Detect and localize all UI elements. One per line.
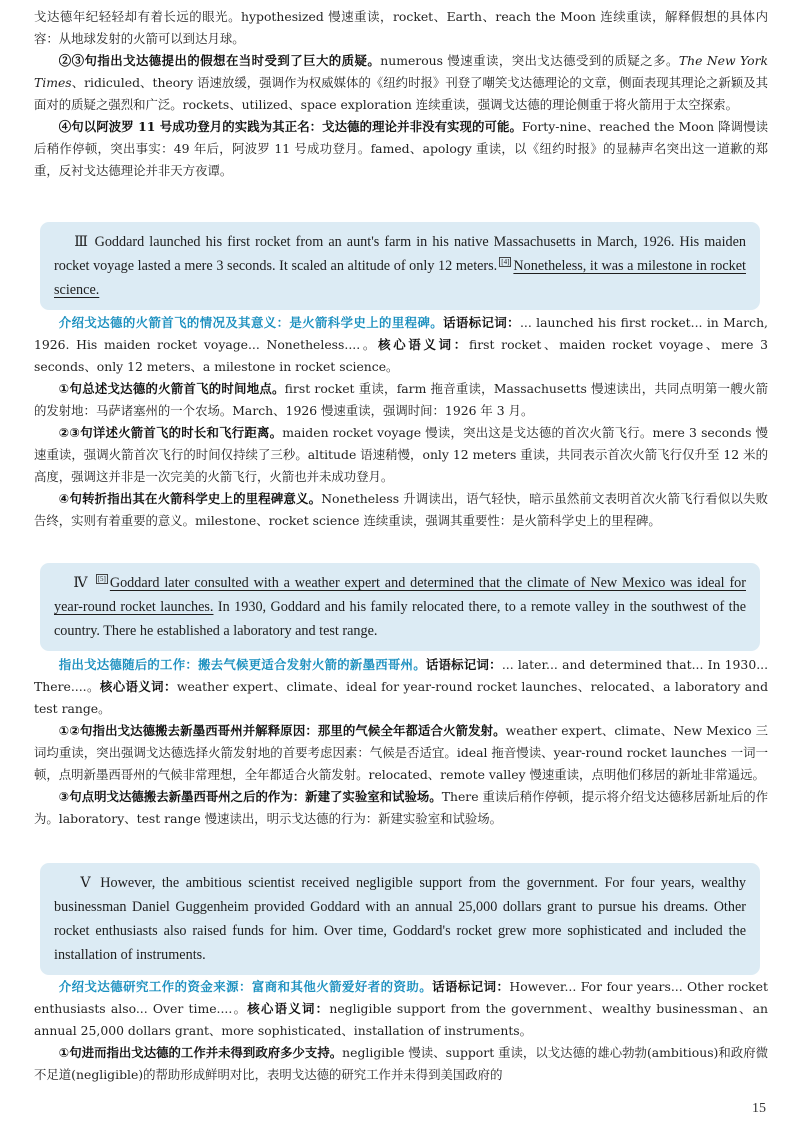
annotation-paragraph: ①②句指出戈达德搬去新墨西哥州并解释原因：那里的气候全年都适合火箭发射。weather expert、climate、New Mexico 三词均重读，突出强调戈达德选择火箭发射地的首要考虑因素：气候是否适宜。ideal 拖音慢读、year-round rocket launches 一词一顿，点明新墨西哥州的气候非常理想，全年都适合火箭发射。relocated、remote valley 慢速重读，点明他们移居的新址非常遥远。	[34, 723, 768, 782]
sentence-reference-marker: [5]	[97, 575, 106, 584]
section-summary: 指出戈达德随后的工作：搬去气候更适合发射火箭的新墨西哥州。	[58, 657, 426, 672]
sentence-reference-marker: [4]	[501, 258, 510, 267]
passage-text: Ⅲ Goddard launched his first rocket from an aunt's farm in his native Massachusetts in March, 1926. His maiden rocket voyage lasted a mere 3 seconds. It scaled an altitude of only 12 meters. [4] Nonetheless, it was a milestone in rocket science.	[54, 234, 747, 298]
paragraph-numeral: Ⅴ	[80, 875, 94, 891]
annotation-block-top	[34, 6, 768, 182]
annotation-block-5	[34, 976, 768, 1086]
passage-box-4	[40, 563, 760, 651]
annotation-paragraph: ①句进而指出戈达德的工作并未得到政府多少支持。negligible 慢读、support 重读，以戈达德的雄心勃勃(ambitious)和政府微不足道(negligible)的帮助形成鲜明对比，表明戈达德的研究工作并未得到美国政府的	[34, 1045, 768, 1082]
annotation-paragraph: ①句总述戈达德的火箭首飞的时间地点。first rocket 重读，farm 拖音重读，Massachusetts 慢速读出，共同点明第一艘火箭的发射地：马萨诸塞州的一个农场。March、1926 慢速重读，强调时间：1926 年 3 月。	[34, 381, 768, 418]
passage-text: Ⅳ [5] Goddard later consulted with a weather expert and determined that the climate of New Mexico was ideal for year-round rocket launches. In 1930, Goddard and his family relocated there, to a remote valley in the southwest of the country. There he established a laboratory and test range.	[54, 575, 747, 639]
annotation-paragraph: ②③句详述火箭首飞的时长和飞行距离。maiden rocket voyage 慢读，突出这是戈达德的首次火箭飞行。mere 3 seconds 慢速重读，强调火箭首次飞行的时间仅持续了三秒。altitude 语速稍慢，only 12 meters 重读，共同表示首次火箭飞行仅升至 12 米的高度，强调这并非是一次完美的火箭飞行，火箭也并未成功登月。	[34, 425, 768, 484]
annotation-paragraph: ③句点明戈达德搬去新墨西哥州之后的作为：新建了实验室和试验场。There 重读后稍作停顿，提示将介绍戈达德移居新址后的作为。laboratory、test range 慢速读出，明示戈达德的行为：新建实验室和试验场。	[34, 789, 768, 826]
annotation-paragraph: 戈达德年纪轻轻却有着长远的眼光。hypothesized 慢速重读，rocket、Earth、reach the Moon 连续重读，解释假想的具体内容：从地球发射的火箭可以到达月球。	[34, 9, 768, 46]
passage-box-3	[40, 222, 760, 310]
passage-text: Ⅴ However, the ambitious scientist received negligible support from the government. For four years, wealthy businessman Daniel Guggenheim provided Goddard with an annual 25,000 dollars grant to pursue his dreams. Other rocket enthusiasts also raised funds for him. Over time, Goddard's rocket grew more sophisticated and included the installation of instruments.	[54, 875, 747, 963]
section-summary: 介绍戈达德的火箭首飞的情况及其意义：是火箭科学史上的里程碑。	[58, 315, 444, 330]
section-summary: 介绍戈达德研究工作的资金来源：富商和其他火箭爱好者的资助。	[58, 979, 433, 994]
passage-box-5	[40, 863, 760, 975]
annotation-block-3	[34, 312, 768, 532]
annotation-paragraph: ④句以阿波罗 11 号成功登月的实践为其正名：戈达德的理论并非没有实现的可能。Forty-nine、reached the Moon 降调慢读后稍作停顿，突出事实：49 年后，阿波罗 11 号成功登月。famed、apology 重读，以《纽约时报》的显赫声名突出这一道歉的郑重，反衬戈达德理论并非天方夜谭。	[34, 119, 768, 178]
annotation-paragraph: 介绍戈达德研究工作的资金来源：富商和其他火箭爱好者的资助。话语标记词：However... For four years... Other rocket enthusiasts also... Over time....。核心语义词：negligible support from the government、wealthy businessman、an annual 25,000 dollars grant、more sophisticated、installation of instruments。	[34, 979, 768, 1038]
annotation-block-4	[34, 654, 768, 830]
annotation-paragraph: 介绍戈达德的火箭首飞的情况及其意义：是火箭科学史上的里程碑。话语标记词：... launched his first rocket... in March, 1926. His maiden rocket voyage... Nonetheless....。核心语义词：first rocket、maiden rocket voyage、mere 3 seconds、only 12 meters、a milestone in rocket science。	[34, 315, 768, 374]
paragraph-numeral: Ⅲ	[74, 234, 90, 250]
underlined-key-sentence: Goddard later consulted with a weather expert and determined that the climate of New Mexico was ideal for year-round rocket launches.	[54, 575, 746, 615]
annotation-paragraph: 指出戈达德随后的工作：搬去气候更适合发射火箭的新墨西哥州。话语标记词：... later... and determined that... In 1930... There....。核心语义词：weather expert、climate、ideal for year-round rocket launches、relocated、a laboratory and test range。	[34, 657, 769, 716]
annotation-paragraph: ④句转折指出其在火箭科学史上的里程碑意义。Nonetheless 升调读出，语气轻快，暗示虽然前文表明首次火箭飞行看似以失败告终，实则有着重要的意义。milestone、rocket science 连续重读，强调其重要性：是火箭科学史上的里程碑。	[34, 491, 769, 528]
page-number: 15	[752, 1101, 766, 1116]
underlined-key-sentence: Nonetheless, it was a milestone in rocket science.	[54, 258, 746, 298]
annotation-paragraph: ②③句指出戈达德提出的假想在当时受到了巨大的质疑。numerous 慢速重读，突出戈达德受到的质疑之多。The New York Times、ridiculed、theory 语速放缓，强调作为权威媒体的《纽约时报》刊登了嘲笑戈达德理论的文章，侧面表现其理论之新颖及其面对的质疑之强烈和广泛。rockets、utilized、space exploration 连续重读，强调戈达德的理论侧重于将火箭用于太空探索。	[34, 53, 769, 112]
paragraph-numeral: Ⅳ	[73, 575, 89, 591]
